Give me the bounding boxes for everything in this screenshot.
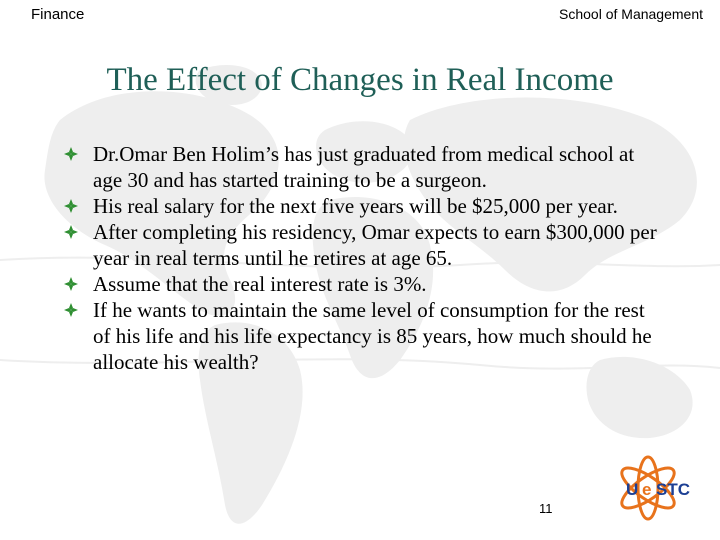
slide-title: The Effect of Changes in Real Income [106,62,614,98]
diamond-bullet-icon [64,277,78,291]
bullet-list [64,141,664,375]
bullet-text: Assume that the real interest rate is 3%. [93,272,427,296]
bullet-item [64,297,664,375]
bullet-item [64,141,664,193]
diamond-bullet-icon [64,147,78,161]
bullet-text: His real salary for the next five years will be $25,000 per year. [93,194,618,218]
header-school-label: School of Management [559,6,703,22]
bullet-item [64,271,664,297]
bullet-text: If he wants to maintain the same level of consumption for the rest of his life and his life expectancy is 85 years, how much should he allocate his wealth? [93,298,652,374]
diamond-bullet-icon [64,303,78,317]
svg-text:U: U [626,480,639,499]
page-number: 11 [539,501,553,516]
diamond-bullet-icon [64,225,78,239]
bullet-text: Dr.Omar Ben Holim’s has just graduated from medical school at age 30 and has started training to be a surgeon. [93,142,635,192]
svg-text:e: e [642,480,652,499]
diamond-bullet-icon [64,199,78,213]
bullet-item [64,193,664,219]
bullet-item [64,219,664,271]
uestc-logo [614,452,714,524]
header-course-label: Finance [31,6,85,23]
svg-text:STC: STC [656,480,690,499]
bullet-text: After completing his residency, Omar expects to earn $300,000 per year in real terms until he retires at age 65. [93,220,657,270]
